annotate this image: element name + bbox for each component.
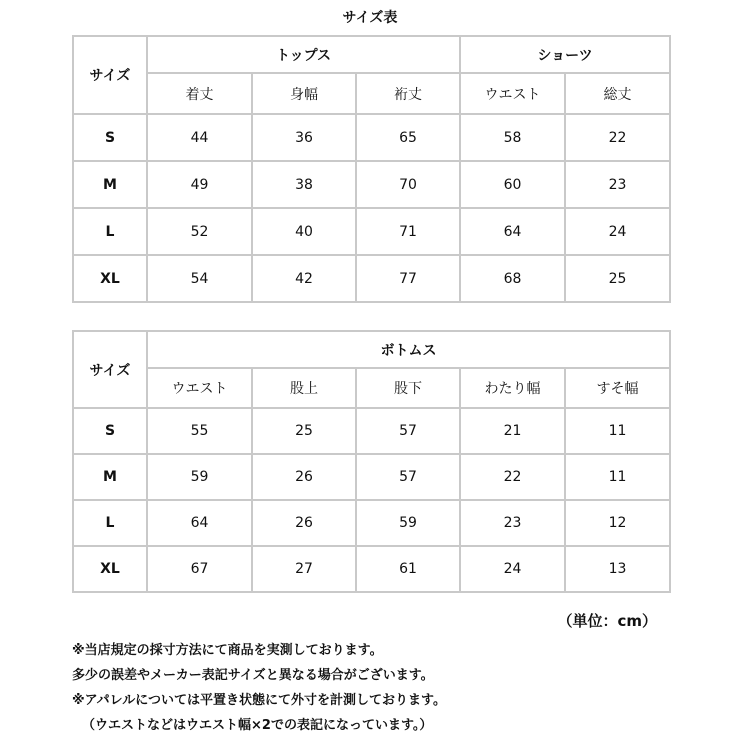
value-cell: 23 — [565, 161, 670, 208]
value-cell: 42 — [252, 255, 356, 302]
column-header-sleeve: 裄丈 — [356, 73, 460, 114]
value-cell: 77 — [356, 255, 460, 302]
value-cell: 38 — [252, 161, 356, 208]
value-cell: 59 — [356, 500, 460, 546]
value-cell: 57 — [356, 408, 460, 454]
column-header-total-length: 総丈 — [565, 73, 670, 114]
size-cell: S — [73, 114, 147, 161]
value-cell: 59 — [147, 454, 252, 500]
notes — [72, 638, 722, 738]
value-cell: 24 — [460, 546, 565, 592]
column-header-inseam: 股下 — [356, 368, 460, 408]
shorts-group-header: ショーツ — [460, 36, 670, 73]
value-cell: 11 — [565, 454, 670, 500]
value-cell: 52 — [147, 208, 252, 255]
column-header-width: 身幅 — [252, 73, 356, 114]
column-header-rise: 股上 — [252, 368, 356, 408]
tops-size-table — [72, 35, 671, 303]
value-cell: 25 — [565, 255, 670, 302]
column-header-length: 着丈 — [147, 73, 252, 114]
column-header-waist: ウエスト — [147, 368, 252, 408]
table-row — [73, 454, 670, 500]
unit-label: （単位：cm） — [557, 612, 657, 630]
value-cell: 64 — [147, 500, 252, 546]
value-cell: 26 — [252, 500, 356, 546]
size-cell: M — [73, 161, 147, 208]
value-cell: 24 — [565, 208, 670, 255]
value-cell: 68 — [460, 255, 565, 302]
page-title: サイズ表 — [342, 10, 398, 26]
table-row — [73, 408, 670, 454]
value-cell: 11 — [565, 408, 670, 454]
value-cell: 22 — [565, 114, 670, 161]
value-cell: 22 — [460, 454, 565, 500]
value-cell: 27 — [252, 546, 356, 592]
column-header-waist: ウエスト — [460, 73, 565, 114]
size-header: サイズ — [73, 331, 147, 408]
value-cell: 44 — [147, 114, 252, 161]
value-cell: 70 — [356, 161, 460, 208]
table-row — [73, 114, 670, 161]
value-cell: 25 — [252, 408, 356, 454]
tops-group-header: トップス — [147, 36, 460, 73]
value-cell: 57 — [356, 454, 460, 500]
size-cell: M — [73, 454, 147, 500]
value-cell: 36 — [252, 114, 356, 161]
table-row — [73, 500, 670, 546]
value-cell: 54 — [147, 255, 252, 302]
size-cell: L — [73, 208, 147, 255]
note-line: ※アパレルについては平置き状態にて外寸を計測しております。 — [72, 693, 446, 708]
value-cell: 55 — [147, 408, 252, 454]
table-row — [73, 208, 670, 255]
size-cell: S — [73, 408, 147, 454]
value-cell: 58 — [460, 114, 565, 161]
size-cell: L — [73, 500, 147, 546]
bottoms-group-header: ボトムス — [147, 331, 670, 368]
table-row — [73, 255, 670, 302]
column-header-hem-width: すそ幅 — [565, 368, 670, 408]
column-header-thigh-width: わたり幅 — [460, 368, 565, 408]
value-cell: 26 — [252, 454, 356, 500]
value-cell: 61 — [356, 546, 460, 592]
size-cell: XL — [73, 255, 147, 302]
note-line: （ウエストなどはウエスト幅×2での表記になっています。） — [82, 718, 433, 733]
note-line: ※当店規定の採寸方法にて商品を実測しております。 — [72, 643, 383, 658]
value-cell: 64 — [460, 208, 565, 255]
value-cell: 40 — [252, 208, 356, 255]
value-cell: 23 — [460, 500, 565, 546]
table-row — [73, 546, 670, 592]
value-cell: 49 — [147, 161, 252, 208]
table-row — [73, 161, 670, 208]
bottoms-size-table — [72, 330, 671, 593]
value-cell: 71 — [356, 208, 460, 255]
value-cell: 13 — [565, 546, 670, 592]
value-cell: 60 — [460, 161, 565, 208]
value-cell: 67 — [147, 546, 252, 592]
size-cell: XL — [73, 546, 147, 592]
value-cell: 12 — [565, 500, 670, 546]
note-line: 多少の誤差やメーカー表記サイズと異なる場合がございます。 — [72, 668, 434, 683]
value-cell: 21 — [460, 408, 565, 454]
size-header: サイズ — [73, 36, 147, 114]
value-cell: 65 — [356, 114, 460, 161]
